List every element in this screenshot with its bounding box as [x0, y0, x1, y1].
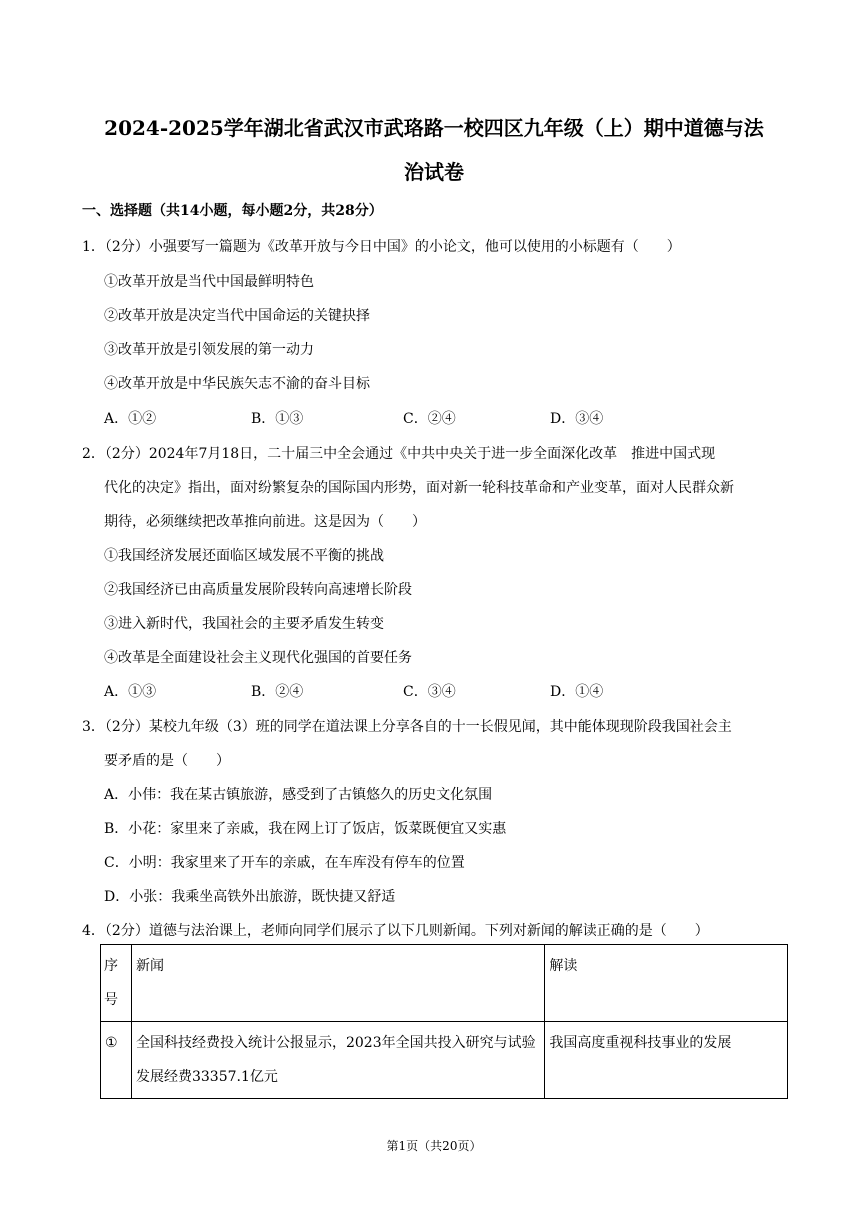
question-1-statement: ②改革开放是决定当代中国命运的关键抉择	[104, 308, 370, 324]
question-2-statement: ③进入新时代，我国社会的主要矛盾发生转变	[104, 616, 384, 632]
question-2-option-c[interactable]: C．③④	[403, 684, 456, 700]
exam-title	[60, 106, 808, 194]
question-2-stem-line: 2．（2分）2024年7月18日，二十届三中全会通过《中共中央关于进一步全面深化改革 推进中国式现	[82, 446, 716, 462]
question-1-option-c[interactable]: C．②④	[403, 411, 456, 427]
question-1-stem: 1．（2分）小强要写一篇题为《改革开放与今日中国》的小论文，他可以使用的小标题有（ ）	[82, 239, 681, 255]
question-1-statement: ③改革开放是引领发展的第一动力	[104, 342, 314, 358]
table-header-row	[101, 945, 788, 1022]
question-4-stem: 4．（2分）道德与法治课上，老师向同学们展示了以下几则新闻。下列对新闻的解读正确的是（ ）	[82, 923, 709, 939]
question-3-option-a[interactable]: A．小伟：我在某古镇旅游，感受到了古镇悠久的历史文化氛围	[104, 787, 493, 803]
table-header-cell: 序号	[101, 945, 132, 1022]
table-header-cell: 新闻	[131, 945, 544, 1022]
question-2-statement: ④改革是全面建设社会主义现代化强国的首要任务	[104, 650, 412, 666]
question-3-option-c[interactable]: C．小明：我家里来了开车的亲戚，在车库没有停车的位置	[104, 855, 465, 871]
question-3-stem-line: 要矛盾的是（ ）	[104, 753, 230, 769]
title-line-1: 2024-2025学年湖北省武汉市武珞路一校四区九年级（上）期中道德与法	[104, 116, 764, 140]
question-2-option-d[interactable]: D．①④	[550, 684, 604, 700]
question-3-stem-line: 3．（2分）某校九年级（3）班的同学在道法课上分享各自的十一长假见闻，其中能体现现阶段我国社会主	[82, 719, 732, 735]
table-cell: ①	[101, 1022, 132, 1099]
title-line-2: 治试卷	[404, 160, 464, 184]
question-3-option-d[interactable]: D．小张：我乘坐高铁外出旅游，既快捷又舒适	[104, 889, 396, 905]
table-cell: 全国科技经费投入统计公报显示，2023年全国共投入研究与试验发展经费33357.1亿元	[131, 1022, 544, 1099]
page-footer: 第1页（共20页）	[386, 1139, 482, 1153]
question-1-option-d[interactable]: D．③④	[550, 411, 604, 427]
question-2-statement: ①我国经济发展还面临区域发展不平衡的挑战	[104, 548, 384, 564]
question-1-option-a[interactable]: A．①②	[104, 411, 157, 427]
section-heading: 一、选择题（共14小题，每小题2分，共28分）	[82, 203, 383, 219]
question-3-option-b[interactable]: B．小花：家里来了亲戚，我在网上订了饭店，饭菜既便宜又实惠	[104, 821, 507, 837]
question-2-option-a[interactable]: A．①③	[104, 684, 157, 700]
question-1-option-b[interactable]: B．①③	[251, 411, 304, 427]
question-2-stem-line: 期待，必须继续把改革推向前进。这是因为（ ）	[104, 514, 426, 530]
question-2-option-b[interactable]: B．②④	[251, 684, 304, 700]
question-1-statement: ④改革开放是中华民族矢志不渝的奋斗目标	[104, 376, 370, 392]
table-header-cell: 解读	[545, 945, 788, 1022]
table-row	[101, 1022, 788, 1099]
news-table	[100, 944, 788, 1099]
table-cell: 我国高度重视科技事业的发展	[545, 1022, 788, 1099]
question-1-statement: ①改革开放是当代中国最鲜明特色	[104, 274, 314, 290]
question-2-stem-line: 代化的决定》指出，面对纷繁复杂的国际国内形势，面对新一轮科技革命和产业变革，面对人民群众新	[104, 480, 734, 496]
question-2-statement: ②我国经济已由高质量发展阶段转向高速增长阶段	[104, 582, 412, 598]
